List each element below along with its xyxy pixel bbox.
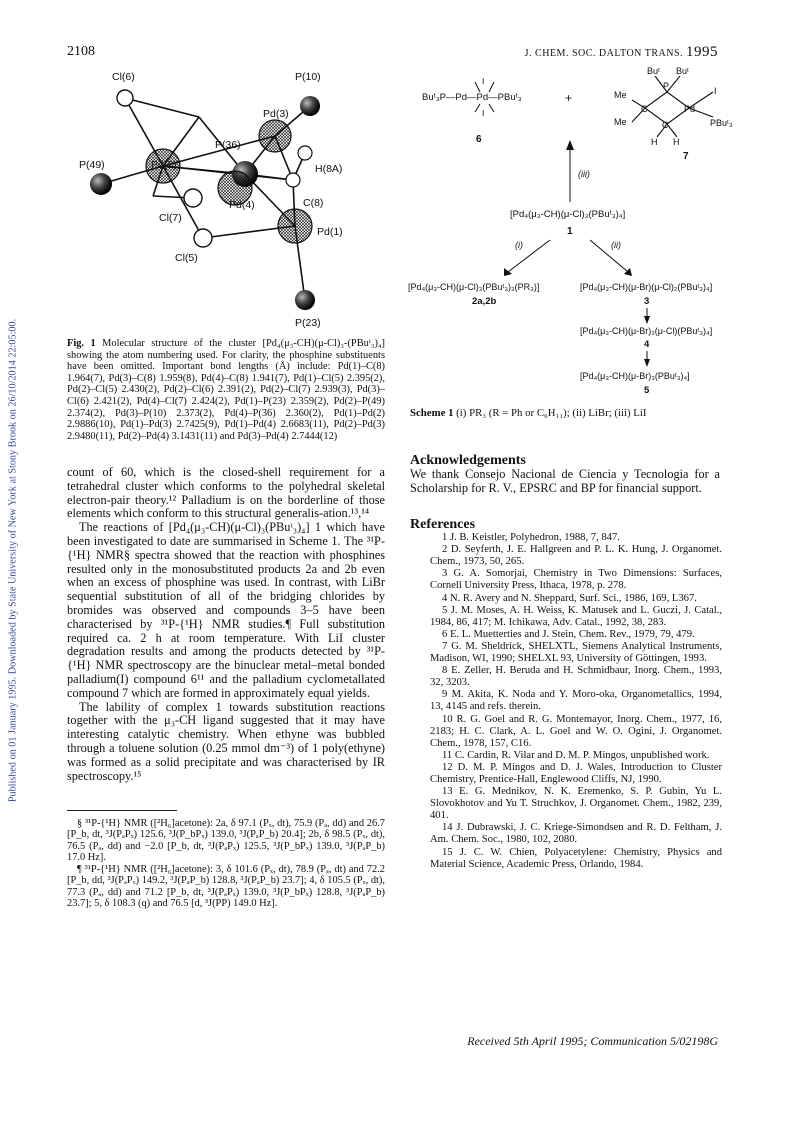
pd3-atom — [259, 120, 291, 152]
svg-text:P: P — [663, 81, 670, 91]
step-iii-label: (iii) — [578, 169, 590, 179]
body-text-left — [67, 466, 385, 783]
references-heading: References — [410, 517, 476, 532]
step-ii-label: (ii) — [611, 240, 621, 250]
reaction-scheme — [400, 62, 740, 402]
reference-item: 14 J. Dubrawski, J. C. Kriege-Simondsen and R. D. Feltham, J. Am. Chem. Soc., 1980, 102, 2080. — [430, 822, 722, 846]
footnote-rule — [67, 810, 177, 811]
compound-3: [Pd₄(μ₃-CH)(μ-Br)(μ-Cl)₂(PBuᵗ₃)₄] — [580, 282, 713, 292]
svg-text:Me: Me — [614, 90, 627, 100]
journal-year: 1995 — [686, 44, 718, 60]
p10-atom — [300, 96, 320, 116]
label-4: 4 — [644, 339, 650, 350]
svg-text:I: I — [482, 108, 485, 118]
label-6: 6 — [476, 134, 482, 145]
p49-atom — [90, 173, 112, 195]
scheme-caption-label: Scheme 1 — [410, 407, 454, 419]
label-5: 5 — [644, 385, 650, 396]
svg-text:Buᵗ: Buᵗ — [676, 66, 689, 76]
h8a-atom — [298, 146, 312, 160]
compound-4: [Pd₄(μ₃-CH)(μ-Br)₂(μ-Cl)(PBuᵗ₃)₄] — [580, 326, 713, 336]
cl5-atom — [194, 229, 212, 247]
step-i-label: (i) — [515, 240, 523, 250]
svg-text:PBuᵗ₃: PBuᵗ₃ — [710, 118, 733, 128]
atom-label: H(8A) — [315, 163, 343, 175]
figure-caption — [67, 338, 385, 442]
molecular-structure-figure — [75, 68, 375, 338]
reference-item: 3 G. A. Somorjai, Chemistry in Two Dimensions: Surfaces, Cornell University Press, Ithaca, 1978, p. 278. — [430, 568, 722, 592]
journal-header — [525, 44, 718, 61]
svg-text:Pd: Pd — [684, 104, 696, 114]
atom-label: Pd(3) — [263, 108, 289, 120]
c8-atom — [286, 173, 300, 187]
references — [410, 519, 722, 871]
atom-label: P(49) — [79, 159, 105, 171]
pd1-atom — [278, 209, 312, 243]
compound-6: Buᵗ₃P—Pd—Pd—PBuᵗ₃ — [422, 92, 522, 103]
compound-5: [Pd₄(μ₃-CH)(μ-Br)₃(PBuᵗ₃)₄] — [580, 371, 690, 381]
atom-label: Pd(2) — [151, 159, 177, 171]
reference-item: 13 E. G. Mednikov, N. K. Eremenko, S. P. Gubin, Yu L. Slovokhotov and Yu T. Struchkov, J. Organomet. Chem., 1982, 239, 401. — [430, 786, 722, 822]
acknowledgements — [410, 454, 720, 495]
svg-text:I: I — [714, 86, 717, 96]
reference-item: 6 E. L. Muetterties and J. Stein, Chem. Rev., 1979, 79, 479. — [442, 628, 695, 640]
paragraph: The lability of complex 1 towards substitution reactions together with the μ₃-CH ligand suggested that it may have interesting catalytic chemistry. When ethyne was bubbled through a toluene solution (0.25 mmol dm⁻³) of 1 poly(ethyne) was formed as a solid precipitate and was characterised by IR spectroscopy.¹⁵ — [67, 699, 385, 783]
svg-text:H: H — [673, 137, 680, 147]
atom-label: P(10) — [295, 71, 321, 83]
label-7: 7 — [683, 151, 689, 162]
atom-label: Pd(1) — [317, 226, 343, 238]
scheme-caption — [410, 407, 646, 419]
svg-text:Me: Me — [614, 117, 627, 127]
footnote: § ³¹P-{¹H} NMR ([²H₆]acetone): 2a, δ 97.1 (Pₓ, dt), 75.9 (Pₐ, dd) and 26.7 [P_b, dt, ³J(PₐPₓ) 125.6, ³J(P_bPₓ) 139.0, ³J(PₐP_b) 20.4]; 2b, δ 98.5 (Pₓ, dt), 76.5 (Pₐ, dd) and −2.0 [P_b, dt, ³J(PₐPₓ) 125.5, ³J(P_bPₓ) 139.0, ³J(PₐP_b) 17.0 Hz]. — [67, 818, 385, 863]
compound-1: [Pd₄(μ₃-CH)(μ-Cl)₃(PBuᵗ₃)₄] — [510, 209, 626, 220]
atom-label: C(8) — [303, 197, 324, 209]
reference-item: 15 J. C. W. Chien, Polyacetylene: Chemistry, Physics and Material Science, Academic Press, Orlando, 1984. — [430, 846, 722, 870]
svg-text:C: C — [662, 120, 669, 130]
atom-label: Cl(5) — [175, 252, 198, 264]
reference-item: 2 D. Seyferth, J. E. Hallgreen and P. L. K. Hung, J. Organomet. Chem., 1973, 50, 265. — [430, 544, 722, 568]
svg-text:I: I — [482, 76, 485, 86]
atom-label: Cl(6) — [112, 71, 135, 83]
footnotes — [67, 818, 385, 910]
svg-text:C: C — [641, 104, 648, 114]
figure-caption-text: Molecular structure of the cluster [Pd₄(μ₃-CH)(μ-Cl)₃-(PBuᵗ₃)₄] showing the atom numbering used. For clarity, the phosphine substituents have been omitted. Important bond lengths (Å) include: Pd(1)–C(8) 1.964(7), Pd(3)–C(8) 1.959(8), Pd(4)–C(8) 1.941(7), Pd(1)–Cl(5) 2.395(2), Pd(2)–Cl(5) 2.430(2), Pd(2)–Cl(6) 2.391(2), Pd(2)–Cl(7) 2.939(3), Pd(3)–Cl(6) 2.421(2), Pd(4)–Cl(7) 2.424(2), Pd(1)–P(23) 2.359(2), Pd(2)–P(49) 2.374(2), Pd(3)–P(10) 2.373(2), Pd(4)–P(36) 2.360(2), Pd(1)–Pd(2) 2.9886(10), Pd(1)–Pd(3) 2.7425(9), Pd(1)–Pd(4) 2.6683(11), Pd(2)–Pd(3) 2.9480(11), Pd(2)–Pd(4) 3.1431(11) and Pd(3)–Pd(4) 2.7444(12) — [67, 338, 385, 442]
journal-name: J. CHEM. SOC. DALTON TRANS. — [524, 48, 683, 59]
svg-text:H: H — [651, 137, 658, 147]
reference-item: 8 E. Zeller, H. Beruda and H. Schmidbaur, Inorg. Chem., 1993, 32, 3203. — [430, 665, 722, 689]
reference-item: 5 J. M. Moses, A. H. Weiss, K. Matusek and L. Guczi, J. Catal., 1984, 86, 417; M. Ichikawa, Adv. Catal., 1992, 38, 283. — [430, 604, 722, 628]
reference-item: 7 G. M. Sheldrick, SHELXTL, Siemens Analytical Instruments, Madison, WI, 1990; SHELXL 93, University of Göttingen, 1993. — [430, 640, 722, 665]
compound-2: [Pd₄(μ₃-CH)(μ-Cl)₃(PBuᵗ₃)₃(PR₃)] — [408, 282, 540, 292]
reference-item: 11 C. Cardin, R. Vilar and D. M. P. Mingos, unpublished work. — [442, 749, 710, 761]
paragraph: The reactions of [Pd₄(μ₃-CH)(μ-Cl)₃(PBuᵗ₃)₄] 1 which have been investigated to date are summarised in Scheme 1. The ³¹P-{¹H} NMR§ spectra showed that the reaction with phosphines resulted only in the monosubstituted products 2a and 2b even when an excess of phosphine was used. In contrast, with LiBr sequential substitution of all of the bridging chlorides by bromides was observed and compounds 3–5 have been characterised by ³¹P-{¹H} NMR studies.¶ Full substitution required ca. 2 h at room temperature. With LiI cluster degradation results and among the products detected by ³¹P-{¹H} NMR spectroscopy are the binuclear metal–metal bonded palladium(I) compound 6¹¹ and the palladium cyclometallated compound 7 which are formed in approximately equal yields. — [67, 520, 385, 700]
scheme-caption-text: (i) PR₃ (R = Ph or C₆H₁₁); (ii) LiBr; (iii) LiI — [453, 407, 647, 419]
download-note: Published on 01 January 1995. Downloaded by State University of New York at Stony Brook on 26/10/2014 22:05:00. — [7, 318, 19, 803]
footnote: ¶ ³¹P-{¹H} NMR ([²H₆]acetone): 3, δ 101.6 (Pₓ, dt), 78.9 (Pₐ, dt) and 72.2 [P_b, dd, ³J(PₐPₓ) 149.2, ³J(PₐP_b) 128.8, ³J(PₐP_b) 23.7]; 4, δ 105.5 (Pₓ, dt), 77.3 (Pₐ, dd) and 71.2 [P_b, dt, ³J(PₐPₓ) 139.0, ³J(P_bPₓ) 128.8, ³J(PₐP_b) 23.7]; 5, δ 108.3 (q) and 76.5 [d, ³J(PP) 149.0 Hz]. — [67, 864, 385, 910]
figure-caption-label: Fig. 1 — [67, 338, 96, 349]
reference-item: 4 N. R. Avery and N. Sheppard, Surf. Sci., 1986, 169, L367. — [442, 592, 697, 604]
svg-text:Buᵗ: Buᵗ — [647, 66, 660, 76]
label-1: 1 — [567, 226, 573, 237]
atom-label: Cl(7) — [159, 212, 182, 224]
cl6-atom — [117, 90, 133, 106]
reference-item: 12 D. M. P. Mingos and D. J. Wales, Introduction to Cluster Chemistry, Prentice-Hall, Englewood Cliffs, NJ, 1990. — [430, 761, 722, 785]
paragraph: count of 60, which is the closed-shell requirement for a tetrahedral cluster which conforms to the polyhedral skeletal electron-pair theory.¹² Palladium is on the borderline of those elements which conform to this structural generalis-ation.¹³,¹⁴ — [67, 465, 385, 521]
received-date: Received 5th April 1995; Communication 5/02198G — [467, 1034, 718, 1048]
p23-atom — [295, 290, 315, 310]
atom-label: Pd(4) — [229, 199, 255, 211]
acknowledgements-heading: Acknowledgements — [410, 453, 526, 468]
page-number: 2108 — [67, 44, 95, 59]
label-3: 3 — [644, 296, 650, 307]
acknowledgements-text: We thank Consejo Nacional de Ciencia y Tecnologia for a Scholarship for R. V., EPSRC and BP for financial support. — [410, 466, 720, 495]
reference-item: 10 R. G. Goel and R. G. Montemayor, Inorg. Chem., 1977, 16, 2183; H. C. Clark, A. L. Goel and W. O. Ogini, J. Organomet. Chem., 1978, 157, C16. — [430, 713, 722, 749]
atom-label: P(23) — [295, 317, 321, 329]
plus-sign: + — [565, 91, 573, 105]
reference-item: 9 M. Akita, K. Noda and Y. Moro-oka, Organometallics, 1994, 13, 4145 and refs. therein. — [430, 689, 722, 713]
atom-label: P(36) — [215, 139, 241, 151]
cl7-atom — [184, 189, 202, 207]
label-2: 2a,2b — [472, 296, 497, 307]
reference-item: 1 J. B. Keistler, Polyhedron, 1988, 7, 847. — [442, 532, 620, 544]
